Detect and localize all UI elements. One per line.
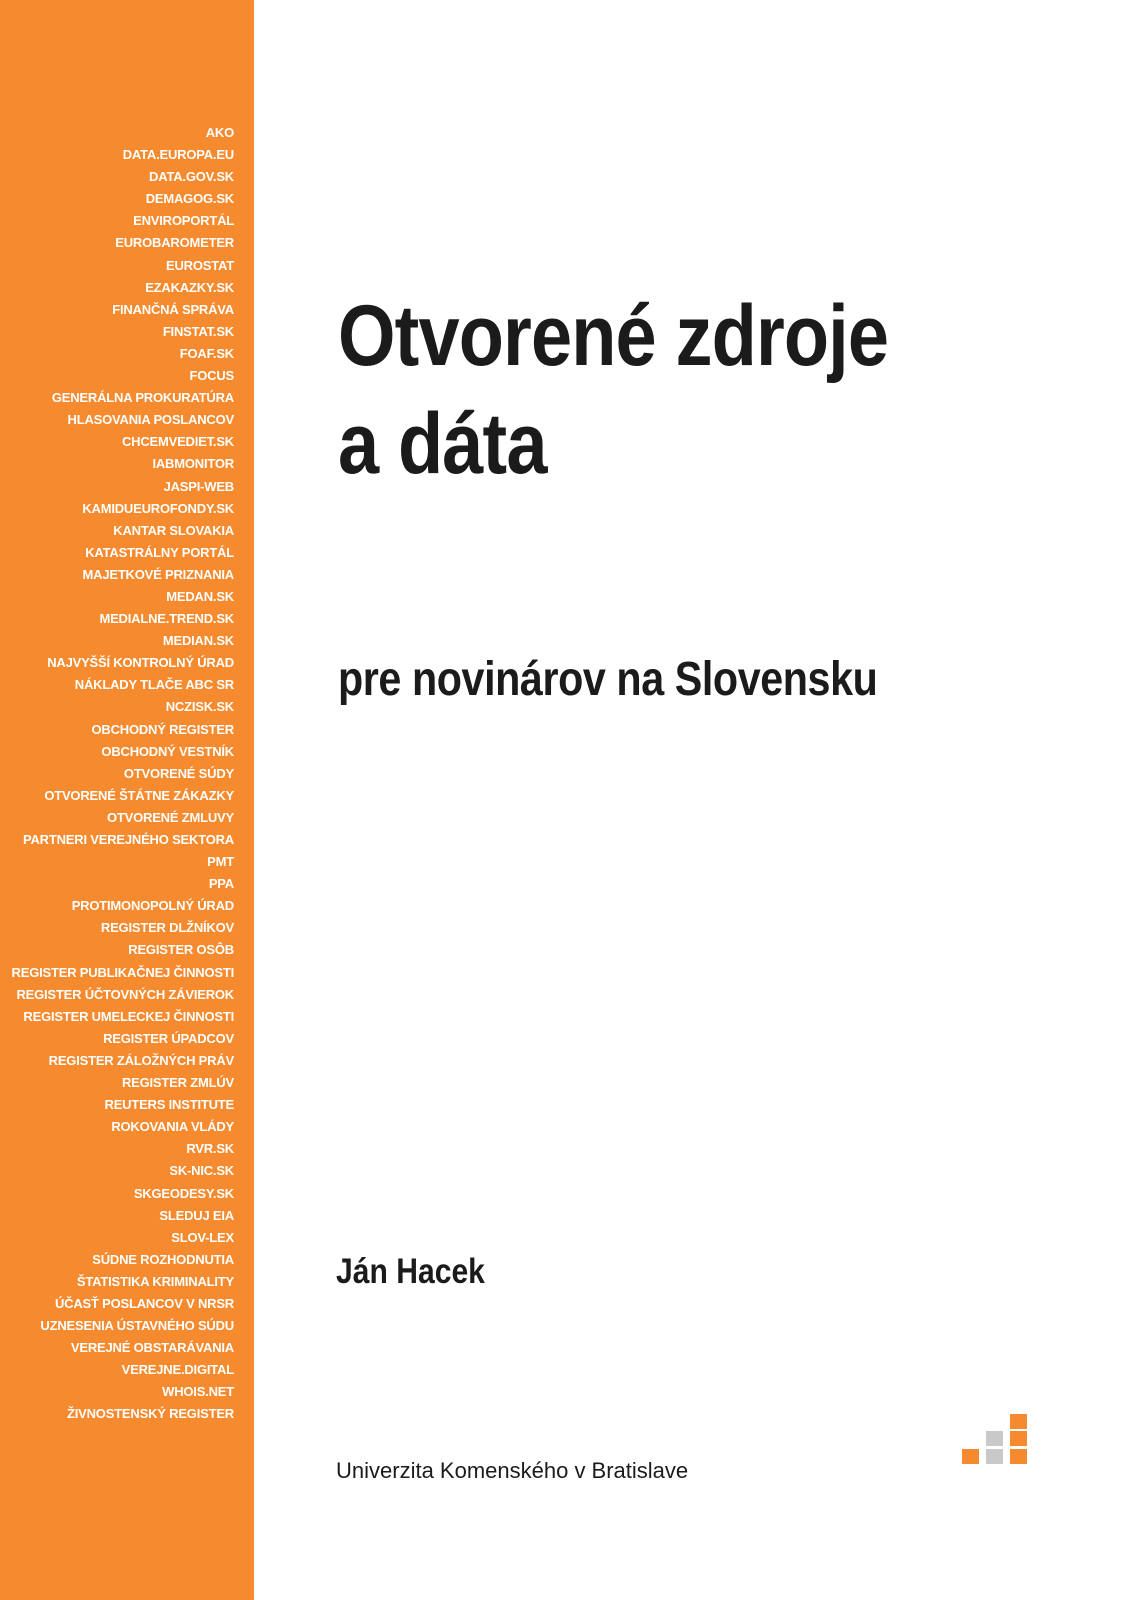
source-item: KANTAR SLOVAKIA xyxy=(113,522,234,538)
logo-square xyxy=(986,1431,1003,1446)
source-item: FOCUS xyxy=(189,368,234,384)
source-item: OTVORENÉ ZMLUVY xyxy=(106,809,234,825)
book-title xyxy=(338,282,888,498)
source-item: EUROSTAT xyxy=(166,257,234,273)
sources-sidebar xyxy=(0,0,254,1600)
source-item: ROKOVANIA VLÁDY xyxy=(111,1119,234,1135)
source-item: CHCEMVEDIET.SK xyxy=(121,434,234,450)
source-item: REGISTER DLŽNÍKOV xyxy=(100,920,234,936)
source-item: FINSTAT.SK xyxy=(162,323,234,339)
logo-square xyxy=(1010,1449,1027,1464)
source-item: REGISTER OSÔB xyxy=(128,942,234,958)
source-item: REGISTER ZÁLOŽNÝCH PRÁV xyxy=(48,1052,234,1068)
source-item: SKGEODESY.SK xyxy=(133,1185,234,1201)
source-item: WHOIS.NET xyxy=(162,1384,234,1400)
source-item: DEMAGOG.SK xyxy=(145,191,234,207)
source-item: RVR.SK xyxy=(186,1141,234,1157)
source-item: SLOV-LEX xyxy=(171,1229,234,1245)
source-item: SLEDUJ EIA xyxy=(159,1207,234,1223)
source-item: NAJVYŠŠÍ KONTROLNÝ ÚRAD xyxy=(47,655,234,671)
source-item: VEREJNE.DIGITAL xyxy=(121,1362,234,1378)
source-item: MEDIAN.SK xyxy=(162,633,234,649)
source-item: EUROBAROMETER xyxy=(115,235,234,251)
source-item: REGISTER ÚPADCOV xyxy=(103,1030,234,1046)
source-item: MEDAN.SK xyxy=(166,588,234,604)
source-item: IABMONITOR xyxy=(152,456,234,472)
source-item: MEDIALNE.TREND.SK xyxy=(99,611,234,627)
source-item: SK-NIC.SK xyxy=(169,1163,234,1179)
source-item: ENVIROPORTÁL xyxy=(133,213,234,229)
source-item: PARTNERI VEREJNÉHO SEKTORA xyxy=(22,832,234,847)
title-line-2: a dáta xyxy=(338,396,547,492)
sources-list xyxy=(12,122,234,1426)
source-item: FOAF.SK xyxy=(179,345,234,361)
source-item: SÚDNE ROZHODNUTIA xyxy=(92,1251,234,1267)
source-item: EZAKAZKY.SK xyxy=(145,279,234,295)
source-item: ŠTATISTIKA KRIMINALITY xyxy=(76,1273,234,1289)
source-item: REGISTER ZMLÚV xyxy=(121,1075,234,1091)
source-item: UZNESENIA ÚSTAVNÉHO SÚDU xyxy=(40,1318,234,1334)
source-item: FINANČNÁ SPRÁVA xyxy=(112,301,234,317)
source-item: NCZISK.SK xyxy=(165,699,234,715)
author-name: Ján Hacek xyxy=(336,1252,485,1291)
source-item: GENERÁLNA PROKURATÚRA xyxy=(51,390,234,406)
source-item: VEREJNÉ OBSTARÁVANIA xyxy=(70,1340,234,1356)
logo-square xyxy=(962,1449,979,1464)
source-item: REUTERS INSTITUTE xyxy=(104,1097,234,1113)
logo-square xyxy=(1010,1414,1027,1429)
source-item: DATA.GOV.SK xyxy=(149,169,234,185)
source-item: ÚČASŤ POSLANCOV V NRSR xyxy=(54,1295,234,1311)
publisher-logo-icon xyxy=(962,1414,1027,1466)
source-item: JASPI-WEB xyxy=(163,478,234,494)
source-item: OBCHODNÝ REGISTER xyxy=(91,721,234,737)
source-item: KAMIDUEUROFONDY.SK xyxy=(82,500,234,516)
source-item: HLASOVANIA POSLANCOV xyxy=(67,412,234,428)
source-item: PROTIMONOPOLNÝ ÚRAD xyxy=(71,898,234,914)
source-item: REGISTER ÚČTOVNÝCH ZÁVIEROK xyxy=(16,986,234,1002)
source-item: REGISTER UMELECKEJ ČINNOSTI xyxy=(23,1008,234,1024)
source-item: ŽIVNOSTENSKÝ REGISTER xyxy=(67,1406,234,1422)
source-item: PPA xyxy=(208,876,234,892)
source-item: MAJETKOVÉ PRIZNANIA xyxy=(82,566,234,582)
source-item: OTVORENÉ ŠTÁTNE ZÁKAZKY xyxy=(44,787,234,803)
source-item: KATASTRÁLNY PORTÁL xyxy=(85,544,234,560)
publisher-name: Univerzita Komenského v Bratislave xyxy=(336,1458,689,1483)
book-subtitle: pre novinárov na Slovensku xyxy=(338,653,878,706)
source-item: NÁKLADY TLAČE ABC SR xyxy=(74,677,234,693)
source-item: AKO xyxy=(205,125,234,140)
source-item: REGISTER PUBLIKAČNEJ ČINNOSTI xyxy=(11,964,234,980)
logo-square xyxy=(1010,1431,1027,1446)
logo-square xyxy=(986,1449,1003,1464)
title-line-1: Otvorené zdroje xyxy=(338,288,889,384)
source-item: OTVORENÉ SÚDY xyxy=(123,765,234,781)
source-item: DATA.EUROPA.EU xyxy=(122,147,234,163)
source-item: OBCHODNÝ VESTNÍK xyxy=(101,743,234,759)
source-item: PMT xyxy=(207,854,234,870)
